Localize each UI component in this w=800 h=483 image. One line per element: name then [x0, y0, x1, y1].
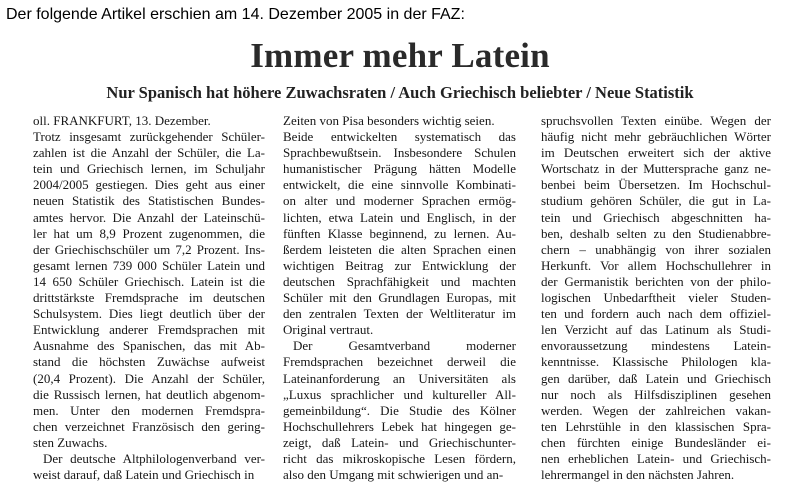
article-text-line: chen verzeichnet Französisch den gering-: [33, 418, 265, 434]
article-column-1: [33, 113, 265, 483]
article-text-line: den zentralen Texten der Weltliteratur im: [283, 306, 516, 322]
article-text-line: deutschen Sprachfähigkeit und machten: [283, 273, 516, 289]
article-text-line: sten Zuwachs.: [33, 434, 108, 450]
article-text-line: häufig nicht mehr gebräuchlichen Wörter: [541, 129, 771, 145]
article-text-line: lehrermangel in den nächsten Jahren.: [541, 467, 735, 483]
article-text-line: „Luxus sprachlicher und kultureller All-: [283, 386, 516, 402]
article-text-line: Ausnahme des Spanischen, das mit Ab-: [33, 338, 265, 354]
article-text-line: drittstärkste Fremdsprache im deutschen: [33, 290, 265, 306]
article-text-line: Trotz insgesamt zurückgehender Schüler-: [33, 129, 265, 145]
article-text-line: Sprachbewußtsein. Insbesondere Schulen: [283, 145, 516, 161]
intro-caption: Der folgende Artikel erschien am 14. Dezember 2005 in der FAZ:: [6, 6, 465, 23]
article-text-line: der Griechischschüler um 7,2 Prozent. Ins-: [33, 241, 265, 257]
article-text-line: weist darauf, daß Latein und Griechisch in: [33, 467, 255, 483]
article-text-line: Wortschatz in der Muttersprache ganz ne-: [541, 161, 771, 177]
article-text-line: Fremdsprachen bezeichnet derweil die: [283, 354, 516, 370]
article-text-line: benbei beim Übersetzen. Im Hochschul-: [541, 177, 771, 193]
article-headline: Immer mehr Latein: [250, 36, 550, 75]
article-text-line: ßerdem leisteten die alten Sprachen einen: [283, 241, 516, 257]
article-column-3: [541, 113, 771, 483]
article-text-line: kenntnisse. Klassische Philologen kla-: [541, 354, 771, 370]
article-text-line: fünften Klasse beginnend, zu lernen. Au-: [283, 225, 516, 241]
article-text-line: humanistischer Prägung hätten Modelle: [283, 161, 516, 177]
article-text-line: chen fürchten einige Bundesländer ei-: [541, 434, 771, 450]
article-text-line: envoraussetzung mindestens Latein-: [541, 338, 771, 354]
article-text-line: ben, deshalb selten zu den Studienabbre-: [541, 225, 771, 241]
article-text-line: men. Unter den modernen Fremdspra-: [33, 402, 265, 418]
article-text-line: gemeinbildung“. Die Studie des Kölner: [283, 402, 516, 418]
article-text-line: neuen Statistik des Statistischen Bundes-: [33, 193, 265, 209]
article-text-line: nen erheblichen Latein- und Griechisch-: [541, 450, 771, 466]
article-text-line: oll. FRANKFURT, 13. Dezember.: [33, 113, 211, 128]
article-text-line: nur noch als Hilfsdisziplinen gesehen: [541, 386, 771, 402]
article-text-line: zeigt, daß Latein- und Griechischunter-: [283, 434, 516, 450]
article-text-line: 2004/2005 gestiegen. Dies geht aus einer: [33, 177, 265, 193]
article-text-line: Schüler mit den Grundlagen Europas, mit: [283, 290, 516, 306]
article-text-line: 14 650 Schüler Griechisch. Latein ist die: [33, 273, 265, 289]
article-text-line: logischen Unbedarftheit vieler Studen-: [541, 290, 771, 306]
article-text-line: Zeiten von Pisa besonders wichtig seien.: [283, 113, 495, 128]
article-text-line: ler hat um 8,9 Prozent zugenommen, die: [33, 225, 265, 241]
article-text-line: gen darüber, daß Latein und Griechisch: [541, 370, 771, 386]
article-text-line: lichten, etwa Latein und Englisch, in der: [283, 209, 516, 225]
article-text-line: Herkunft. Vor allem Hochschullehrer in: [541, 257, 771, 273]
article-text-line: im Deutschen erweitert sich der aktive: [541, 145, 771, 161]
article-column-2: [283, 113, 516, 483]
article-text-line: Schulsystem. Dies liegt deutlich über der: [33, 306, 265, 322]
article-text-line: richt das mikroskopische Lesen fördern,: [283, 450, 516, 466]
article-text-line: entwickelt, die eine sinnvolle Kombinati-: [283, 177, 516, 193]
article-text-line: stand die höchsten Zuwächse aufweist: [33, 354, 265, 370]
article-text-line: Beide entwickelten systematisch das: [283, 129, 516, 145]
article-text-line: (20,4 Prozent). Die Anzahl der Schüler,: [33, 370, 265, 386]
article-text-line: on alter und moderner Sprachen ermög-: [283, 193, 516, 209]
article-text-line: Der deutsche Altphilologenverband ver-: [43, 450, 265, 466]
article-text-line: gesamt lernen 739 000 Schüler Latein und: [33, 257, 265, 273]
article-text-line: Original vertraut.: [283, 322, 374, 338]
article-text-line: len Verzicht auf das Latinum als Studi-: [541, 322, 771, 338]
article-text-line: zahlen ist die Anzahl der Schüler, die La-: [33, 145, 265, 161]
article-text-line: ten Lehrstühle in den klassischen Spra-: [541, 418, 771, 434]
article-text-line: die Russisch lernen, hat deutlich abgenom-: [33, 386, 265, 402]
article-text-line: tein und Griechisch lernen, im Schuljahr: [33, 161, 265, 177]
article-text-line: werden. Wegen der zahlreichen vakan-: [541, 402, 771, 418]
article-text-line: Hochschullehrers Lebek hat hingegen ge-: [283, 418, 516, 434]
article-text-line: also den Umgang mit schwierigen und an-: [283, 467, 504, 483]
article-text-line: amtes hervor. Die Anzahl der Lateinschü-: [33, 209, 265, 225]
article-text-line: chern – unabhängig von ihrer sozialen: [541, 241, 771, 257]
article-text-line: tein und Griechisch abgeschnitten ha-: [541, 209, 771, 225]
article-text-line: ten und fordern auch nach dem offiziel-: [541, 306, 771, 322]
article-text-line: Lateinanforderung an Universitäten als: [283, 370, 516, 386]
article-text-line: der Germanistik berichten von der philo-: [541, 273, 771, 289]
article-text-line: studium gehören Schüler, die gut in La-: [541, 193, 771, 209]
article-text-line: Entwicklung anderer Fremdsprachen mit: [33, 322, 265, 338]
article-text-line: Der Gesamtverband moderner: [293, 338, 516, 354]
article-text-line: spruchsvollen Texten einübe. Wegen der: [541, 113, 771, 128]
article-text-line: wichtigen Beitrag zur Entwicklung der: [283, 257, 516, 273]
article-subheadline: Nur Spanisch hat höhere Zuwachsraten / Auch Griechisch beliebter / Neue Statistik: [106, 83, 694, 102]
